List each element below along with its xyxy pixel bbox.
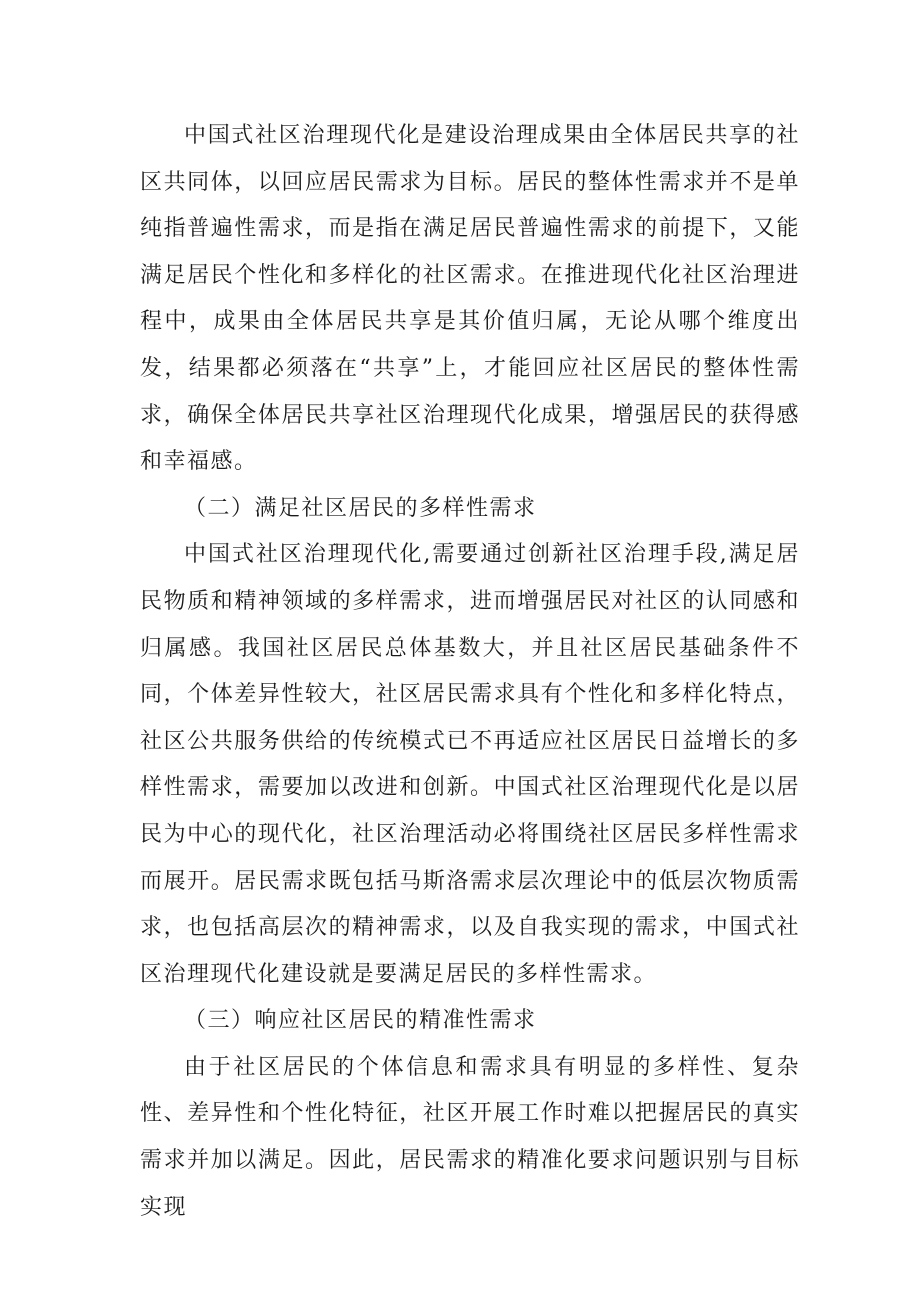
paragraph-shared-achievements: 中国式社区治理现代化是建设治理成果由全体居民共享的社区共同体，以回应居民需求为目标。居民的整体性需求并不是单纯指普遍性需求，而是指在满足居民普遍性需求的前提下，又能满足居民个性化和多样化的社区需求。在推进现代化社区治理进程中，成果由全体居民共享是其价值归属，无论从哪个维度出发，结果都必须落在“共享”上，才能回应社区居民的整体性需求，确保全体居民共享社区治理现代化成果，增强居民的获得感和幸福感。 — [140, 123, 800, 475]
section-heading-diverse-needs: （二）满足社区居民的多样性需求 — [184, 495, 537, 521]
section-heading-precise-needs: （三）响应社区居民的精准性需求 — [184, 1008, 537, 1034]
paragraph-diverse-needs: 中国式社区治理现代化,需要通过创新社区治理手段,满足居民物质和精神领域的多样需求，进而增强居民对社区的认同感和归属感。我国社区居民总体基数大，并且社区居民基础条件不同，个体差异性较大，社区居民需求具有个性化和多样化特点，社区公共服务供给的传统模式已不再适应社区居民日益增长的多样性需求，需要加以改进和创新。中国式社区治理现代化是以居民为中心的现代化，社区治理活动必将围绕社区居民多样性需求而展开。居民需求既包括马斯洛需求层次理论中的低层次物质需求，也包括高层次的精神需求，以及自我实现的需求，中国式社区治理现代化建设就是要满足居民的多样性需求。 — [140, 542, 800, 987]
paragraph-precise-needs: 由于社区居民的个体信息和需求具有明显的多样性、复杂性、差异性和个性化特征，社区开展工作时难以把握居民的真实需求并加以满足。因此，居民需求的精准化要求问题识别与目标实现 — [140, 1054, 800, 1220]
document-body — [140, 113, 800, 1231]
